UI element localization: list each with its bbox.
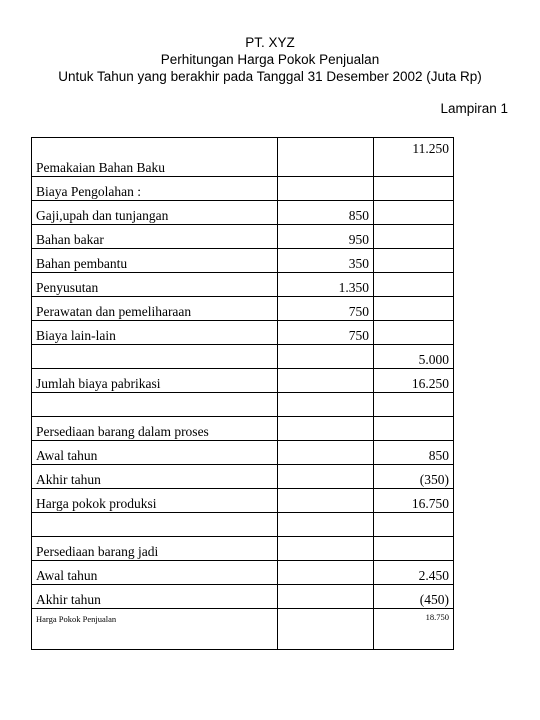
table-row	[32, 465, 454, 489]
subtotal-cell: 350	[278, 249, 374, 273]
row-label: Bahan bakar	[32, 225, 278, 249]
report-period: Untuk Tahun yang berakhir pada Tanggal 31 Desember 2002 (Juta Rp)	[58, 69, 482, 84]
total-cell	[374, 297, 454, 321]
total-cell	[374, 273, 454, 297]
total-cell	[374, 201, 454, 225]
total-cell	[374, 393, 454, 417]
total-cell	[374, 225, 454, 249]
subtotal-cell	[278, 585, 374, 609]
subtotal-cell	[278, 465, 374, 489]
total-cell: 850	[374, 441, 454, 465]
row-label: Biaya lain-lain	[32, 321, 278, 345]
company-name: PT. XYZ	[245, 35, 295, 50]
table-row	[32, 273, 454, 297]
table-row	[32, 177, 454, 201]
row-label: Harga pokok produksi	[32, 489, 278, 513]
row-label	[32, 513, 278, 537]
row-label: Gaji,upah dan tunjangan	[32, 201, 278, 225]
table-row	[32, 369, 454, 393]
subtotal-cell	[278, 345, 374, 369]
table-row	[32, 321, 454, 345]
table-row	[32, 585, 454, 609]
row-label: Harga Pokok Penjualan	[32, 609, 278, 650]
row-label: Persediaan barang jadi	[32, 537, 278, 561]
subtotal-cell	[278, 537, 374, 561]
subtotal-cell: 1.350	[278, 273, 374, 297]
table-row	[32, 225, 454, 249]
total-cell: 16.250	[374, 369, 454, 393]
subtotal-cell	[278, 513, 374, 537]
row-label: Jumlah biaya pabrikasi	[32, 369, 278, 393]
subtotal-cell	[278, 609, 374, 650]
row-label: Perawatan dan pemeliharaan	[32, 297, 278, 321]
row-label: Pemakaian Bahan Baku	[32, 138, 278, 177]
total-cell: (450)	[374, 585, 454, 609]
row-label	[32, 345, 278, 369]
table-row	[32, 201, 454, 225]
attachment-label: Lampiran 1	[440, 101, 508, 116]
table-row	[32, 537, 454, 561]
total-cell	[374, 249, 454, 273]
table-row	[32, 249, 454, 273]
total-cell: 16.750	[374, 489, 454, 513]
table-row	[32, 489, 454, 513]
total-cell: (350)	[374, 465, 454, 489]
total-cell	[374, 513, 454, 537]
subtotal-cell: 750	[278, 321, 374, 345]
row-label: Akhir tahun	[32, 465, 278, 489]
subtotal-cell	[278, 177, 374, 201]
table-row	[32, 393, 454, 417]
subtotal-cell: 950	[278, 225, 374, 249]
table-row	[32, 441, 454, 465]
row-label: Penyusutan	[32, 273, 278, 297]
total-cell	[374, 417, 454, 441]
row-label: Awal tahun	[32, 441, 278, 465]
row-label: Bahan pembantu	[32, 249, 278, 273]
table-row	[32, 609, 454, 650]
table-row	[32, 513, 454, 537]
total-cell: 18.750	[374, 609, 454, 650]
table-row	[32, 297, 454, 321]
table-row	[32, 561, 454, 585]
subtotal-cell	[278, 369, 374, 393]
row-label: Biaya Pengolahan :	[32, 177, 278, 201]
subtotal-cell: 850	[278, 201, 374, 225]
subtotal-cell	[278, 489, 374, 513]
table-row	[32, 345, 454, 369]
row-label: Persediaan barang dalam proses	[32, 417, 278, 441]
total-cell	[374, 321, 454, 345]
subtotal-cell	[278, 393, 374, 417]
row-label	[32, 393, 278, 417]
report-title: Perhitungan Harga Pokok Penjualan	[160, 52, 380, 67]
subtotal-cell	[278, 561, 374, 585]
subtotal-cell	[278, 417, 374, 441]
table-row	[32, 138, 454, 177]
cost-of-goods-sold-table	[31, 137, 454, 650]
subtotal-cell	[278, 441, 374, 465]
total-cell	[374, 537, 454, 561]
total-cell: 2.450	[374, 561, 454, 585]
subtotal-cell	[278, 138, 374, 177]
subtotal-cell: 750	[278, 297, 374, 321]
table-row	[32, 417, 454, 441]
total-cell: 5.000	[374, 345, 454, 369]
row-label: Awal tahun	[32, 561, 278, 585]
total-cell	[374, 177, 454, 201]
row-label: Akhir tahun	[32, 585, 278, 609]
total-cell: 11.250	[374, 138, 454, 177]
